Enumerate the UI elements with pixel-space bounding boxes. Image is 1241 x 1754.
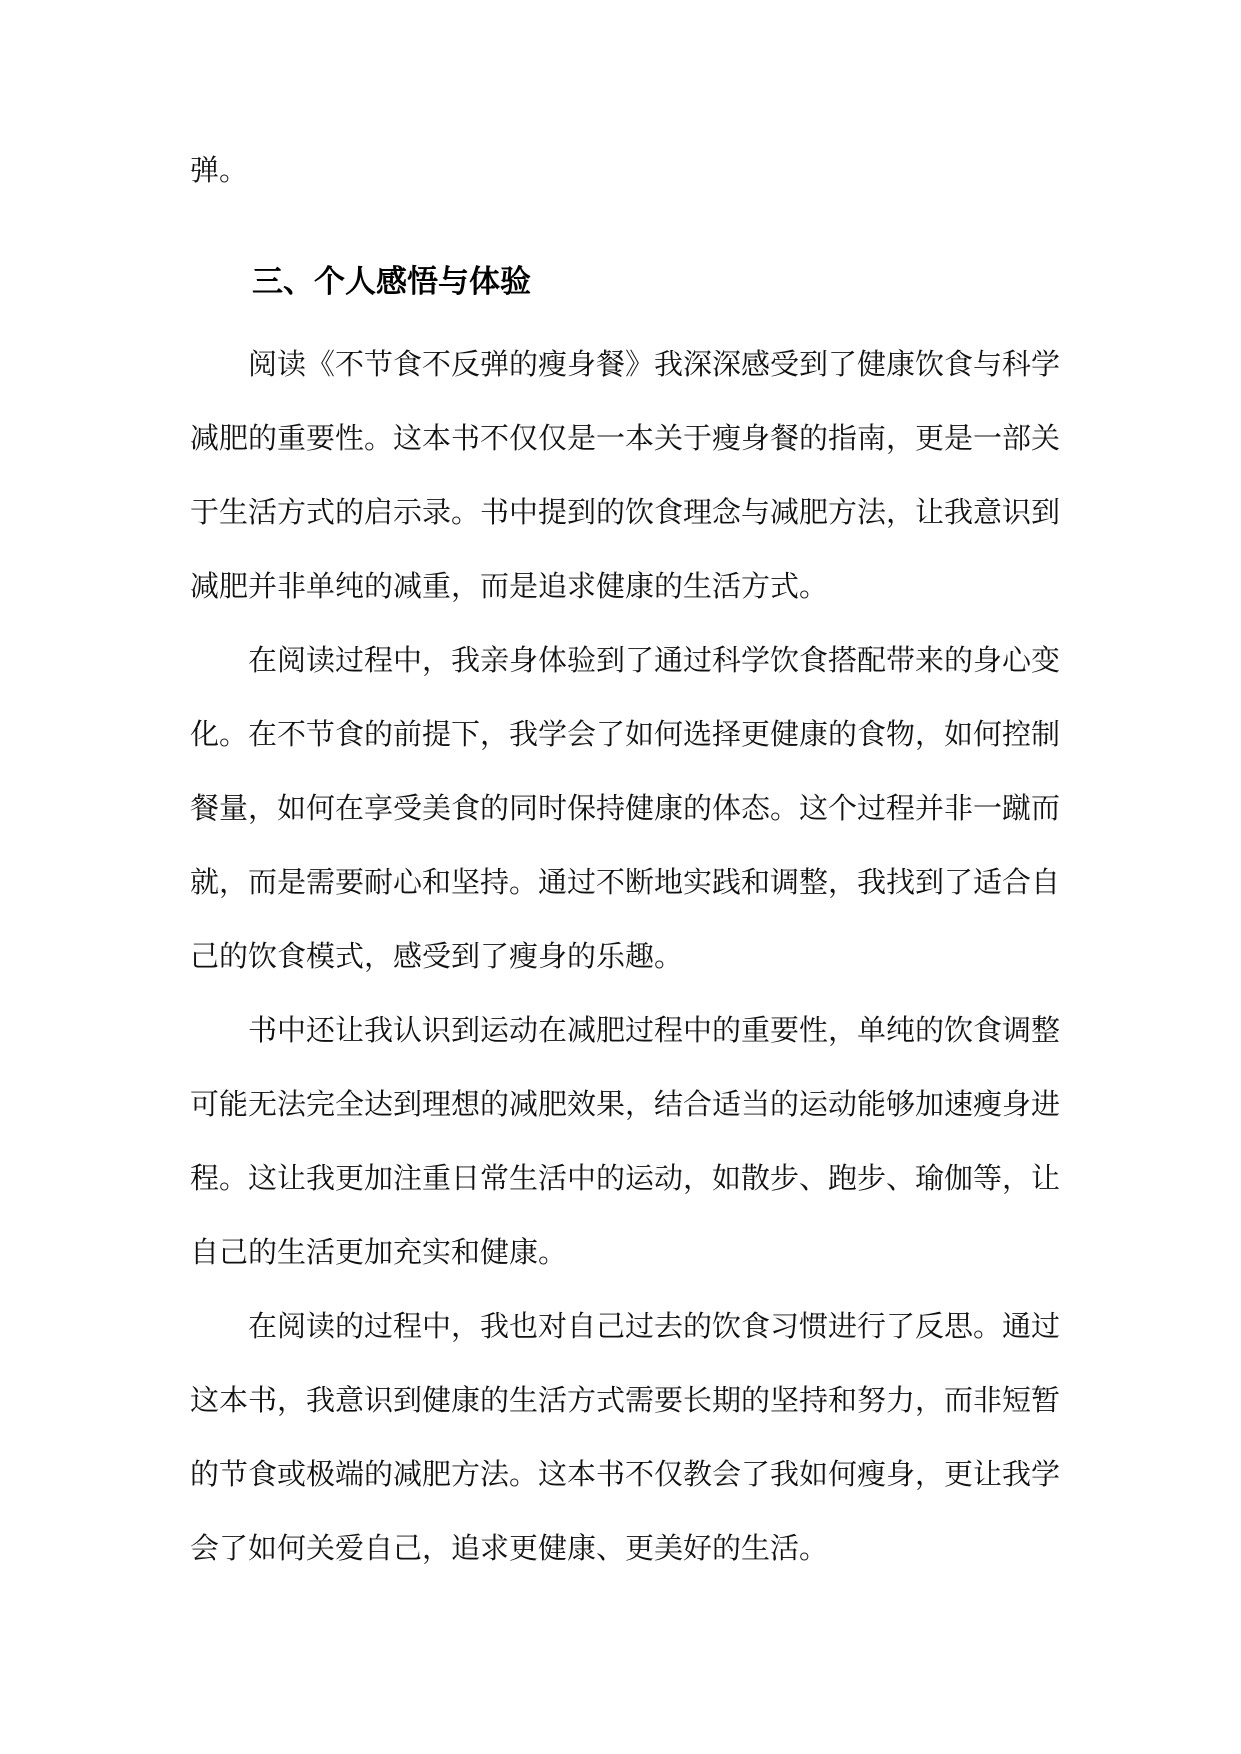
paragraph-line: 自己的生活更加充实和健康。 [190, 1235, 568, 1269]
paragraph-line: 减肥并非单纯的减重，而是追求健康的生活方式。 [190, 569, 829, 603]
paragraph-line: 化。在不节食的前提下，我学会了如何选择更健康的食物，如何控制 [190, 717, 1061, 751]
paragraph-line: 程。这让我更加注重日常生活中的运动，如散步、跑步、瑜伽等，让 [190, 1161, 1061, 1195]
paragraph-line: 阅读《不节食不反弹的瘦身餐》我深深感受到了健康饮食与科学 [248, 347, 1061, 381]
paragraph-line: 减肥的重要性。这本书不仅仅是一本关于瘦身餐的指南，更是一部关 [190, 421, 1061, 455]
paragraph-line: 会了如何关爱自己，追求更健康、更美好的生活。 [190, 1531, 829, 1565]
paragraph-line: 在阅读的过程中，我也对自己过去的饮食习惯进行了反思。通过 [248, 1309, 1061, 1343]
paragraph-line: 可能无法完全达到理想的减肥效果，结合适当的运动能够加速瘦身进 [190, 1087, 1061, 1121]
paragraph-line: 己的饮食模式，感受到了瘦身的乐趣。 [190, 939, 684, 973]
paragraph-line: 餐量，如何在享受美食的同时保持健康的体态。这个过程并非一蹴而 [190, 791, 1061, 825]
section-heading: 三、个人感悟与体验 [252, 264, 531, 300]
paragraph-line: 这本书，我意识到健康的生活方式需要长期的坚持和努力，而非短暂 [190, 1383, 1061, 1417]
paragraph-line: 书中还让我认识到运动在减肥过程中的重要性，单纯的饮食调整 [248, 1013, 1061, 1047]
paragraph-line: 的节食或极端的减肥方法。这本书不仅教会了我如何瘦身，更让我学 [190, 1457, 1061, 1491]
paragraph-line: 就，而是需要耐心和坚持。通过不断地实践和调整，我找到了适合自 [190, 865, 1061, 899]
paragraph-line: 于生活方式的启示录。书中提到的饮食理念与减肥方法，让我意识到 [190, 495, 1061, 529]
continued-paragraph-fragment: 弹。 [190, 153, 249, 187]
paragraph-line: 在阅读过程中，我亲身体验到了通过科学饮食搭配带来的身心变 [248, 643, 1061, 677]
